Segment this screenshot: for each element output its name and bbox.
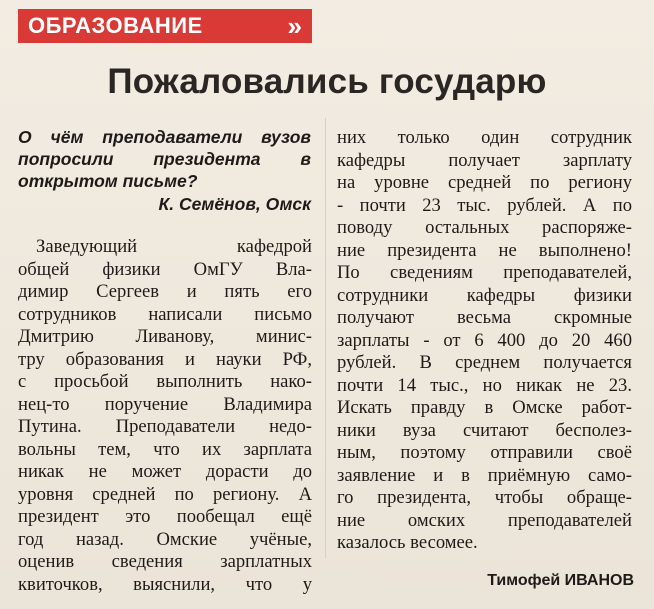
body-line: президент это пообещал ещё — [18, 506, 312, 527]
body-line: поводу остальных распоряже- — [337, 217, 632, 238]
body-line: казалось весомее. — [337, 532, 478, 553]
body-line: рублей. В среднем получается — [337, 352, 632, 373]
body-line: уровня средней по региону. А — [18, 483, 312, 505]
lead-byline: К. Семёнов, Омск — [158, 194, 311, 214]
body-line: нец-то поручение Владимира — [18, 393, 312, 415]
rubric-label: ОБРАЗОВАНИЕ — [28, 13, 203, 38]
body-line: на уровне средней по региону — [337, 172, 632, 193]
section-rubric — [18, 9, 312, 43]
body-line: них только один сотрудник — [337, 127, 632, 148]
body-line: никак не может дорасти до — [18, 461, 312, 482]
article-body-left-column — [18, 236, 312, 596]
body-line: Заведующий кафедрой — [36, 236, 312, 257]
body-line: ние омских преподавателей — [337, 509, 632, 531]
lead-question: О чём преподаватели вузов попросили президента в открытом письме? — [18, 127, 311, 191]
body-line: вольны тем, что их зарплата — [18, 438, 312, 460]
double-chevron-icon: » — [287, 11, 302, 41]
body-line: почти 14 тыс., но никак не 23. — [337, 374, 632, 396]
body-line: зарплаты - от 6 400 до 20 460 — [337, 329, 632, 351]
article-body-right-column — [337, 127, 632, 555]
body-line: тру образования и науки РФ, — [18, 348, 312, 370]
body-line: ники вуза считают бесполез- — [337, 419, 632, 441]
body-line: получают весьма скромные — [337, 307, 632, 328]
body-line: сотрудников написали письмо — [18, 303, 312, 325]
body-line: кафедры получает зарплату — [337, 149, 632, 171]
body-line: общей физики ОмГУ Вла- — [18, 258, 312, 280]
body-line: По сведениям преподавателей, — [337, 262, 632, 283]
article-lead — [18, 126, 311, 215]
body-line: го президента, чтобы обраще- — [337, 487, 632, 508]
body-line: оценив сведения зарплатных — [18, 551, 312, 572]
body-line: с просьбой выполнить нако- — [18, 371, 312, 392]
body-line: ным, поэтому отправили своё — [337, 442, 632, 463]
body-line: - почти 23 тыс. рублей. А по — [337, 194, 632, 216]
column-divider — [325, 118, 326, 558]
body-line: сотрудники кафедры физики — [337, 284, 632, 306]
body-line: Искать правду в Омске работ- — [337, 397, 632, 418]
article-author: Тимофей ИВАНОВ — [487, 572, 634, 589]
body-line: квиточков, выяснили, что у — [18, 573, 312, 595]
body-line: Дмитрию Ливанову, минис- — [18, 326, 312, 347]
body-line: ние президента не выполнено! — [337, 239, 632, 261]
article-headline: Пожаловались государю — [107, 62, 547, 101]
body-line: год назад. Омские учёные, — [18, 528, 312, 550]
body-line: димир Сергеев и пять его — [18, 281, 312, 302]
body-line: заявление и в приёмную само- — [337, 464, 632, 486]
body-line: Путина. Преподаватели недо- — [18, 416, 312, 437]
